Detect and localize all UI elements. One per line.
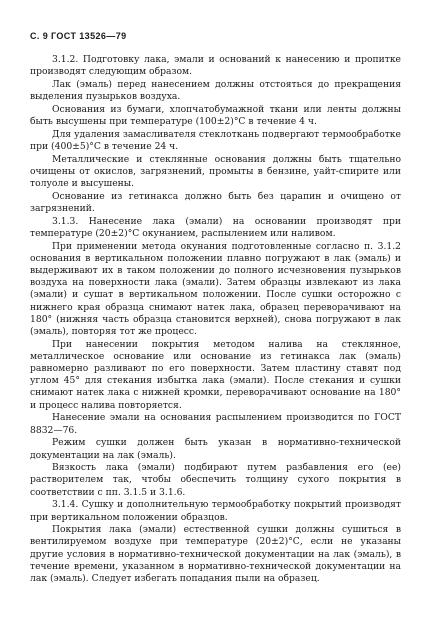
paragraph-paper-drying: Основания из бумаги, хлопчатобумажной ткани или ленты должны быть высушены при температуре (100±2)°С в течение 4 ч. xyxy=(30,103,401,128)
paragraph-lacquer-settling: Лак (эмаль) перед нанесением должны отстояться до прекращения выделения пузырьков воздуха. xyxy=(30,78,401,103)
paragraph-glass-cloth: Для удаления замасливателя стеклоткань подвергают термообработке при (400±5)°С в течение 24 ч. xyxy=(30,128,401,152)
paragraph-drying-mode: Режим сушки должен быть указан в нормативно-технической документации на лак (эмаль). xyxy=(30,437,401,461)
paragraph-natural-drying: Покрытия лака (эмали) естественной сушки должны сушиться в вентилируемом воздухе при температуре (20±2)°С, если не указаны другие условия в нормативно-технической документации на лак (эмаль), в течение времени, указанном в нормативно-технической документации на лак (эмаль). Следует избегать попадания пыли на образец. xyxy=(30,524,401,585)
paragraph-3-1-4: 3.1.4. Сушку и дополнительную термообработку покрытий производят при вертикальном положении образцов. xyxy=(30,499,401,523)
page-header: С. 9 ГОСТ 13526—79 xyxy=(30,31,127,41)
paragraph-getinaks-base: Основание из гетинакса должно быть без царапин и очищено от загрязнений. xyxy=(30,190,401,214)
paragraph-dipping-method: При применении метода окунания подготовленные согласно п. 3.1.2 основания в вертикальном положении плавно погружают в лак (эмаль) и выдерживают их в таком положении до полного исчезновения пузырьков воздуха на поверхности лака (эмали). Затем образцы извлекают из лака (эмали) и сушат в вертикальном положении. После сушки осторожно с нижнего края образца снимают натек лака, образец переворачивают на 180° (нижняя часть образца становится верхней), снова погружают в лак (эмаль), повторяя тот же процесс. xyxy=(30,240,401,337)
paragraph-3-1-3: 3.1.3. Нанесение лака (эмали) на основании производят при температуре (20±2)°С окунанием, распылением или наливом. xyxy=(30,215,401,239)
paragraph-viscosity: Вязкость лака (эмали) подбирают путем разбавления его (ее) растворителем так, чтобы обеспечить толщину сухого покрытия в соответствии с пп. 3.1.5 и 3.1.6. xyxy=(30,462,401,498)
paragraph-3-1-2: 3.1.2. Подготовку лака, эмали и оснований к нанесению и пропитке производят следующим образом. xyxy=(30,54,401,78)
paragraph-metal-glass-bases: Металлические и стеклянные основания должны быть тщательно очищены от окислов, загрязнений, промыты в бензине, уайт-спирите или толуоле и высушены. xyxy=(30,153,401,190)
paragraph-pouring-method: При нанесении покрытия методом налива на стеклянное, металлическое основание или основание из гетинакса лак (эмаль) равномерно разливают по его поверхности. Затем пластину ставят под углом 45° для стекания избытка лака (эмали). После стекания и сушки снимают натек лака с нижней кромки, переворачивают основание на 180° и процесс налива повторяется. xyxy=(30,338,401,411)
paragraph-spraying: Нанесение эмали на основания распылением производится по ГОСТ 8832—76. xyxy=(30,412,401,436)
